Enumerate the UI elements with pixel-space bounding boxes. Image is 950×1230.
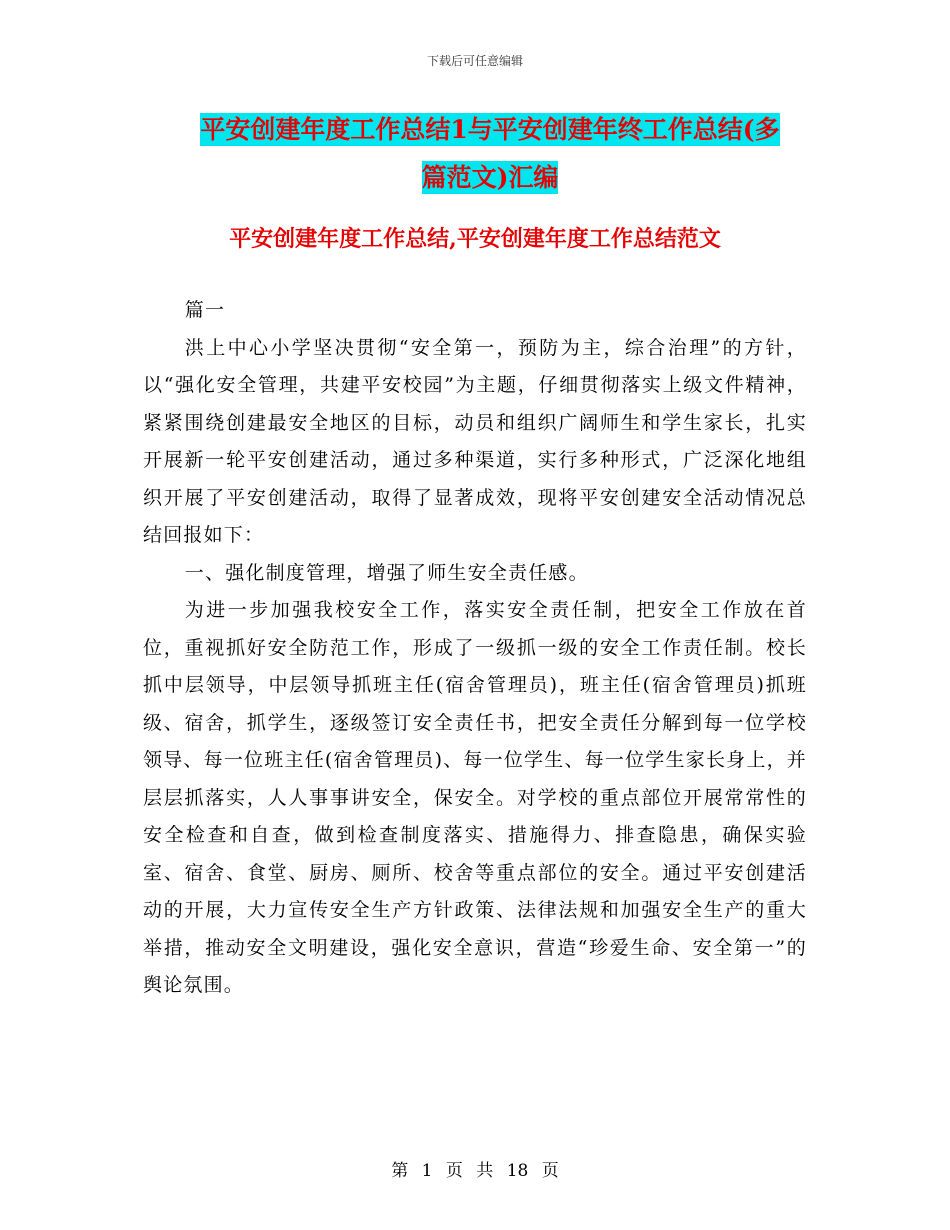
title-line-2: 篇范文)汇编 xyxy=(421,163,559,192)
section-subtitle: 平安创建年度工作总结,平安创建年度工作总结范文 xyxy=(229,226,721,252)
section-label: 篇一 xyxy=(184,299,226,321)
document-body xyxy=(143,292,807,1005)
section-heading: 一、强化制度管理，增强了师生安全责任感。 xyxy=(184,561,589,584)
header-note: 下载后可任意编辑 xyxy=(426,54,523,68)
body-paragraph: 洪上中心小学坚决贯彻“安全第一，预防为主，综合治理”的方针，以“强化安全管理，共建平安校园”为主题，仔细贯彻落实上级文件精神，紧紧围绕创建最安全地区的目标，动员和组织广阔师生和学生家长，扎实开展新一轮平安创建活动，通过多种渠道，实行多种形式，广泛深化地组织开展了平安创建活动，取得了显著成效，现将平安创建安全活动情况总结回报如下： xyxy=(143,336,807,546)
title-line-1: 平安创建年度工作总结1与平安创建年终工作总结(多 xyxy=(200,115,780,144)
document-title xyxy=(150,106,830,202)
body-paragraph: 为进一步加强我校安全工作，落实安全责任制，把安全工作放在首位，重视抓好安全防范工作，形成了一级抓一级的安全工作责任制。校长抓中层领导，中层领导抓班主任(宿舍管理员)，班主任(宿舍管理员)抓班级、宿舍，抓学生，逐级签订安全责任书，把安全责任分解到每一位学校领导、每一位班主任(宿舍管理员)、每一位学生、每一位学生家长身上，并层层抓落实，人人事事讲安全，保安全。对学校的重点部位开展常常性的安全检查和自查，做到检查制度落实、措施得力、排查隐患，确保实验室、宿舍、食堂、厨房、厕所、校舍等重点部位的安全。通过平安创建活动的开展，大力宣传安全生产方针政策、法律法规和加强安全生产的重大举措，推动安全文明建设，强化安全意识，营造“珍爱生命、安全第一”的舆论氛围。 xyxy=(143,599,807,996)
page-number-footer: 第 1 页 共 18 页 xyxy=(391,1161,559,1181)
